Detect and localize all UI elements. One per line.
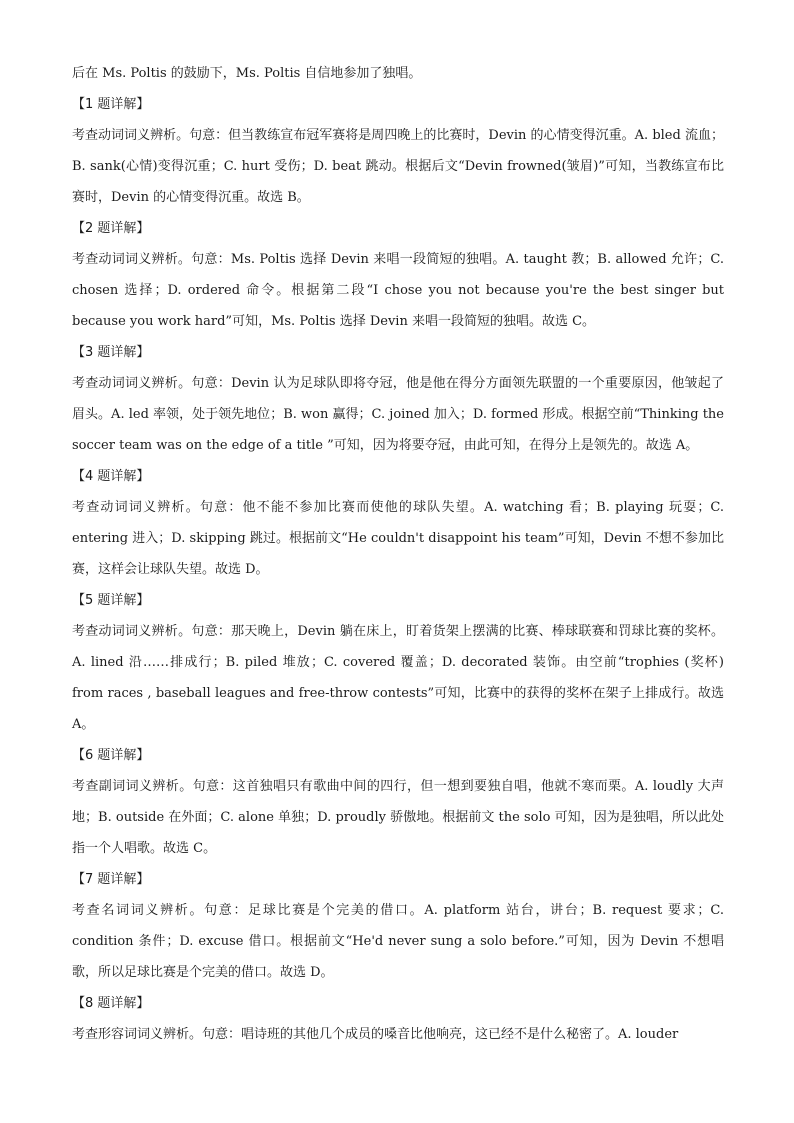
question-5-heading: 【5 题详解】 bbox=[72, 593, 150, 608]
question-7-heading: 【7 题详解】 bbox=[72, 872, 150, 887]
question-8-explanation: 考查形容词词义辨析。句意：唱诗班的其他几个成员的嗓音比他响亮，这已经不是什么秘密了。A. louder bbox=[72, 1027, 679, 1042]
question-3-heading: 【3 题详解】 bbox=[72, 345, 150, 360]
question-4-explanation: 考查动词词义辨析。句意：他不能不参加比赛而使他的球队失望。A. watching 看；B. playing 玩耍；C. entering 进入；D. skipping 跳过。根据前文“He couldn't disappoint his team”可知，Devin 不想不参加比赛，这样会让球队失望。故选 D。 bbox=[72, 500, 724, 577]
question-6-explanation: 考查副词词义辨析。句意：这首独唱只有歌曲中间的四行，但一想到要独自唱，他就不寒而栗。A. loudly 大声地；B. outside 在外面；C. alone 单独；D. proudly 骄傲地。根据前文 the solo 可知，因为是独唱，所以此处指一个人唱歌。故选 C。 bbox=[72, 779, 724, 856]
question-1-explanation: 考查动词词义辨析。句意：但当教练宣布冠军赛将是周四晚上的比赛时，Devin 的心情变得沉重。A. bled 流血；B. sank(心情)变得沉重；C. hurt 受伤；D. beat 跳动。根据后文“Devin frowned(皱眉)”可知，当教练宣布比赛时，Devin 的心情变得沉重。故选 B。 bbox=[72, 128, 724, 205]
intro-paragraph: 后在 Ms. Poltis 的鼓励下，Ms. Poltis 自信地参加了独唱。 bbox=[72, 66, 422, 81]
question-7-explanation: 考查名词词义辨析。句意：足球比赛是个完美的借口。A. platform 站台，讲台；B. request 要求；C. condition 条件；D. excuse 借口。根据前文“He'd never sung a solo before.”可知，因为 Devin 不想唱歌，所以足球比赛是个完美的借口。故选 D。 bbox=[72, 903, 724, 980]
question-5-explanation: 考查动词词义辨析。句意：那天晚上，Devin 躺在床上，盯着货架上摆满的比赛、棒球联赛和罚球比赛的奖杯。A. lined 沿……排成行；B. piled 堆放；C. covered 覆盖；D. decorated 装饰。由空前“trophies (奖杯) from races , baseball leagues and free-throw contests”可知，比赛中的获得的奖杯在架子上排成行。故选 A。 bbox=[72, 624, 724, 732]
question-1-heading: 【1 题详解】 bbox=[72, 97, 150, 112]
question-3-explanation: 考查动词词义辨析。句意：Devin 认为足球队即将夺冠，他是他在得分方面领先联盟的一个重要原因，他皱起了眉头。A. led 率领，处于领先地位；B. won 赢得；C. joined 加入；D. formed 形成。根据空前“Thinking the soccer team was on the edge of a title ”可知，因为将要夺冠，由此可知，在得分上是领先的。故选 A。 bbox=[72, 376, 724, 453]
question-6-heading: 【6 题详解】 bbox=[72, 748, 150, 763]
question-2-heading: 【2 题详解】 bbox=[72, 221, 150, 236]
question-2-explanation: 考查动词词义辨析。句意：Ms. Poltis 选择 Devin 来唱一段简短的独唱。A. taught 教；B. allowed 允许；C. chosen 选择；D. ordered 命令。根据第二段“I chose you not because you're the best singer but because you work hard”可知，Ms. Poltis 选择 Devin 来唱一段简短的独唱。故选 C。 bbox=[72, 252, 724, 329]
document-body bbox=[72, 58, 724, 1050]
question-8-heading: 【8 题详解】 bbox=[72, 996, 150, 1011]
question-4-heading: 【4 题详解】 bbox=[72, 469, 150, 484]
